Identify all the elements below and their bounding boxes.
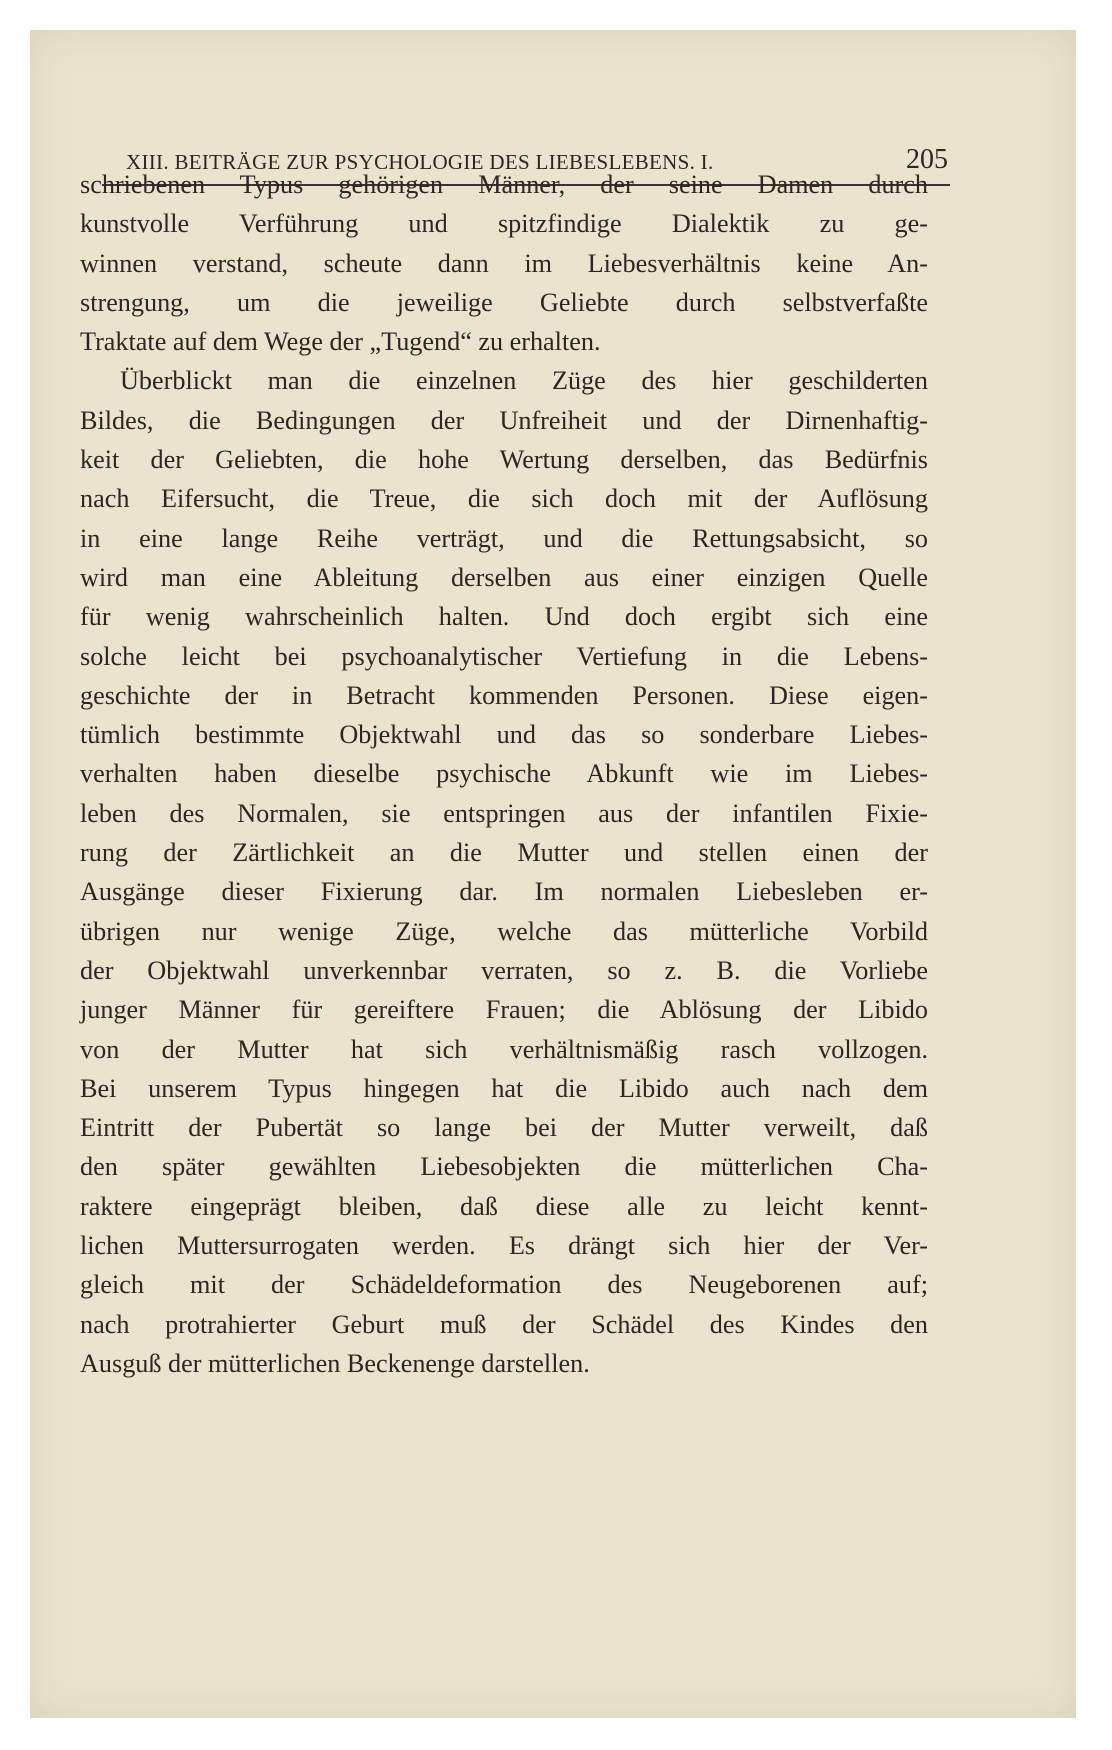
running-head: XIII. BEITRÄGE ZUR PSYCHOLOGIE DES LIEBESLEBENS. I. [126,150,714,174]
text-line: den später gewählten Liebesobjekten die mütterlichen Cha- [80,1152,928,1182]
text-line: keit der Geliebten, die hohe Wertung derselben, das Bedürfnis [80,445,928,475]
text-line: Traktate auf dem Wege der „Tugend“ zu erhalten. [80,327,601,357]
text-line: Bei unserem Typus hingegen hat die Libido auch nach dem [80,1073,928,1103]
text-line: raktere eingeprägt bleiben, daß diese alle zu leicht kennt- [80,1191,928,1221]
body-text [80,165,928,1383]
text-line: Ausguß der mütterlichen Beckenenge darstellen. [80,1348,590,1378]
text-line: rung der Zärtlichkeit an die Mutter und stellen einen der [80,838,928,868]
text-line: Bildes, die Bedingungen der Unfreiheit und der Dirnenhaftig- [80,405,928,435]
text-line: lichen Muttersurrogaten werden. Es drängt sich hier der Ver- [80,1231,928,1261]
text-line: solche leicht bei psychoanalytischer Vertiefung in die Lebens- [80,641,928,671]
text-line: übrigen nur wenige Züge, welche das mütterliche Vorbild [80,916,928,946]
text-line: tümlich bestimmte Objektwahl und das so sonderbare Liebes- [80,720,928,750]
text-line: nach Eifersucht, die Treue, die sich doch mit der Auflösung [80,484,928,514]
paragraph-1 [80,165,928,361]
text-line: nach protrahierter Geburt muß der Schädel des Kindes den [80,1309,928,1339]
text-line: strengung, um die jeweilige Geliebte durch selbstverfaßte [80,287,928,317]
text-line: verhalten haben dieselbe psychische Abkunft wie im Liebes- [80,759,928,789]
paragraph-2 [80,361,928,1383]
text-line: der Objektwahl unverkennbar verraten, so z. B. die Vorliebe [80,955,928,985]
text-line: für wenig wahrscheinlich halten. Und doch ergibt sich eine [80,602,928,632]
text-line: von der Mutter hat sich verhältnismäßig rasch vollzogen. [80,1034,928,1064]
text-line: Eintritt der Pubertät so lange bei der Mutter verweilt, daß [80,1113,928,1143]
page-number: 205 [906,144,948,175]
text-line: schriebenen Typus gehörigen Männer, der seine Damen durch [80,170,928,199]
text-line: Ausgänge dieser Fixierung dar. Im normalen Liebesleben er- [80,877,928,907]
text-line: gleich mit der Schädeldeformation des Neugeborenen auf; [80,1270,928,1300]
text-line: junger Männer für gereiftere Frauen; die Ablösung der Libido [80,995,928,1025]
text-line: winnen verstand, scheute dann im Liebesverhältnis keine An- [80,248,928,278]
text-line: wird man eine Ableitung derselben aus einer einzigen Quelle [80,562,928,592]
text-line: Überblickt man die einzelnen Züge des hier geschilderten [120,366,928,396]
text-line: geschichte der in Betracht kommenden Personen. Diese eigen- [80,680,928,710]
text-line: kunstvolle Verführung und spitzfindige Dialektik zu ge- [80,209,928,239]
text-line: in eine lange Reihe verträgt, und die Rettungsabsicht, so [80,523,928,553]
text-line: leben des Normalen, sie entspringen aus der infantilen Fixie- [80,798,928,828]
